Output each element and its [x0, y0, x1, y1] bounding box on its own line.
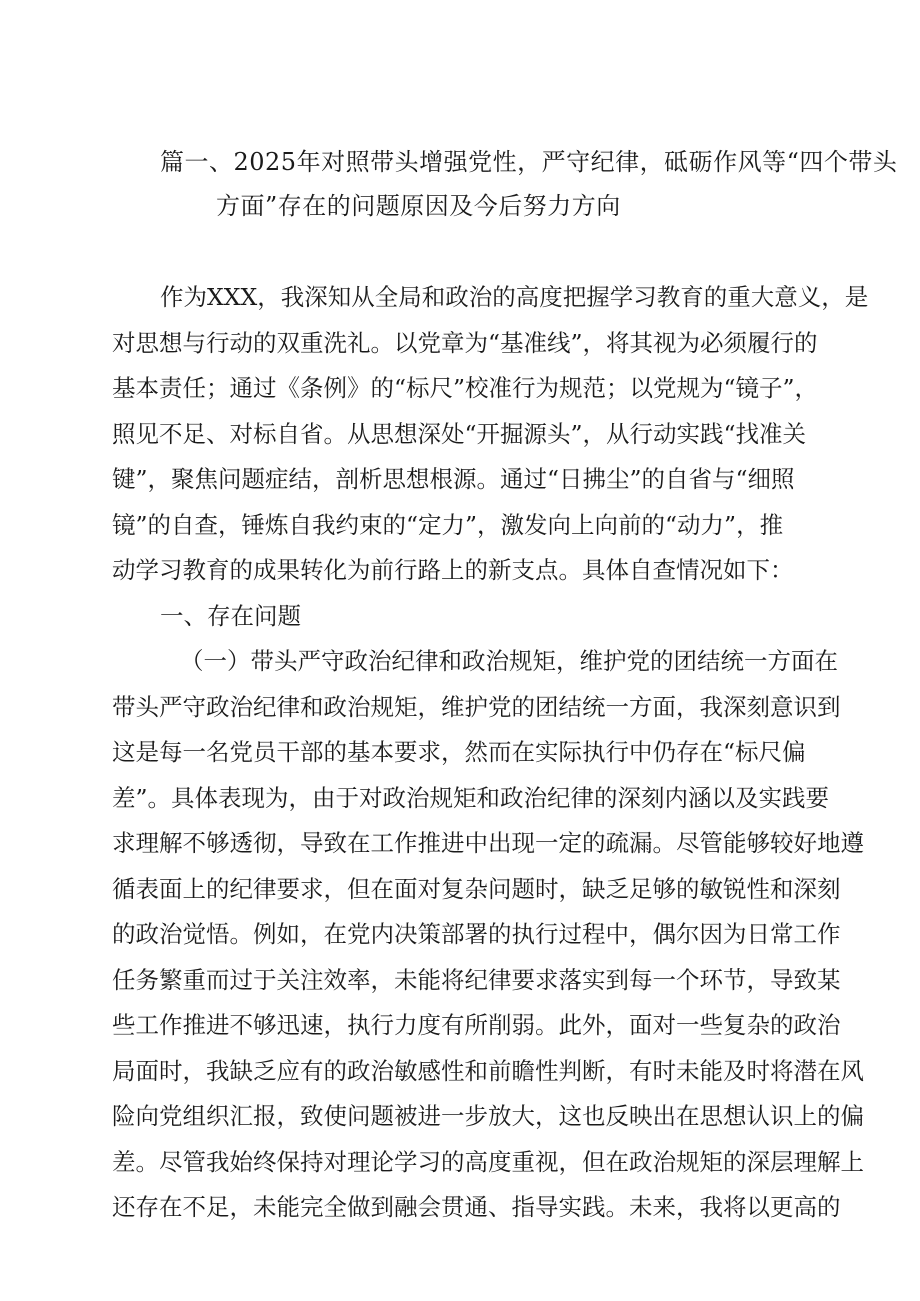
- paragraph-line: 基本责任；通过《条例》的“标尺”校准行为规范；以党规为“镜子”，: [112, 374, 819, 402]
- paragraph-line: 照见不足、对标自省。从思想深处“开掘源头”，从行动实践“找准关: [112, 419, 807, 448]
- paragraph-line: 差。尽管我始终保持对理论学习的高度重视，但在政治规矩的深层理解上: [112, 1147, 864, 1176]
- paragraph-line: 对思想与行动的双重洗礼。以党章为“基准线”，将其视为必须履行的: [112, 328, 818, 357]
- paragraph-line: 这是每一名党员干部的基本要求，然而在实际执行中仍存在“标尺偏: [112, 738, 806, 766]
- title-line: 篇一、2025年对照带头增强党性，严守纪律，砥砺作风等“四个带头: [160, 148, 898, 176]
- document-body: [112, 275, 869, 1231]
- paragraph-line: 镜”的自查，锤炼自我约束的“定力”，激发向上向前的“动力”，推: [112, 510, 784, 539]
- paragraph-line: 些工作推进不够迅速，执行力度有所削弱。此外，面对一些复杂的政治: [112, 1011, 841, 1039]
- title-line: 方面”存在的问题原因及今后努力方向: [216, 192, 621, 220]
- section-heading: 一、存在问题: [160, 601, 301, 630]
- paragraph-line: 键”，聚焦问题症结，剖析思想根源。通过“日拂尘”的自省与“细照: [112, 465, 795, 493]
- paragraph-line: 求理解不够透彻，导致在工作推进中出现一定的疏漏。尽管能够较好地遵: [112, 829, 864, 857]
- paragraph-line: 还存在不足，未能完全做到融会贯通、指导实践。未来，我将以更高的: [112, 1193, 841, 1221]
- paragraph-line: 局面时，我缺乏应有的政治敏感性和前瞻性判断，有时未能及时将潜在风: [112, 1056, 864, 1085]
- document-title: [160, 140, 898, 228]
- paragraph-line: 差”。具体表现为，由于对政治规矩和政治纪律的深刻内涵以及实践要: [112, 783, 830, 812]
- paragraph-line: 循表面上的纪律要求，但在面对复杂问题时，缺乏足够的敏锐性和深刻: [112, 874, 841, 903]
- subsection-heading: （一）带头严守政治纪律和政治规矩，维护党的团结统一方面在: [180, 647, 838, 675]
- paragraph-line: 作为XXX，我深知从全局和政治的高度把握学习教育的重大意义，是: [160, 283, 869, 311]
- paragraph-line: 的政治觉悟。例如，在党内决策部署的执行过程中，偶尔因为日常工作: [112, 920, 841, 948]
- paragraph-line: 任务繁重而过于关注效率，未能将纪律要求落实到每一个环节，导致某: [112, 965, 841, 994]
- paragraph-line: 带头严守政治纪律和政治规矩，维护党的团结统一方面，我深刻意识到: [112, 692, 841, 721]
- paragraph-line: 险向党组织汇报，致使问题被进一步放大，这也反映出在思想认识上的偏: [112, 1102, 864, 1130]
- paragraph-line: 动学习教育的成果转化为前行路上的新支点。具体自查情况如下：: [112, 556, 794, 584]
